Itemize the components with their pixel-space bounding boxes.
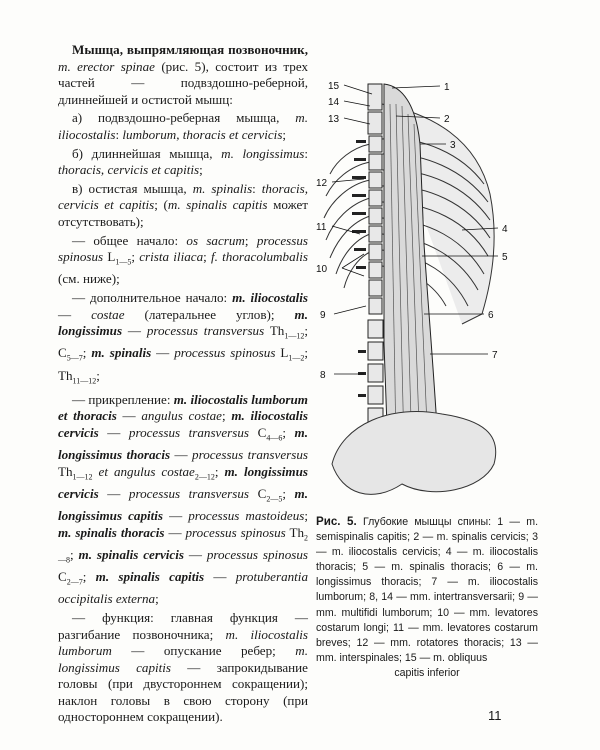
caption-title: Глубокие мышцы спины: [362,516,492,528]
fig-label-12: 12 [316,178,328,189]
page-number: 11 [488,708,502,723]
fig-label-10: 10 [316,264,328,275]
para-c: в) остистая мышца, m. spinalis: thoracis, cervicis et capitis; (m. spinalis capitis может отсутствовать); [58,180,309,229]
para-extra-origin: — дополнительное начало: m. iliocostalis — costae (латеральнее углов); m. longissimus — processus transversus $Th_{1—12}$; $C_{5—7}$; m. spinalis — processus spinosus $L_{1—2}$; $Th_{11—12}$; [58,289,309,386]
fig-label-14: 14 [328,97,340,108]
term-latin: m. erector spinae [58,58,155,74]
para-text: (рис. 5), состоит из трех частей — подвздошно-реберной, длиннейшей и остистой мышц: [58,58,309,107]
para-origin: — общее начало: os sacrum; processus spinosus $L_{1—5}$; crista iliaca; f. thoracolumbalis (см. ниже); [58,232,308,287]
fig-label-5: 5 [502,252,508,263]
fig-label-3: 3 [450,140,456,151]
vertebral-column [368,84,383,426]
para-b: б) длиннейшая мышца, m. longissimus: thoracis, cervicis et capitis; [58,145,308,178]
pelvis-outline [332,411,496,494]
fig-label-4: 4 [502,224,508,235]
para-a: а) подвздошно-реберная мышца, m. iliocostalis: lumborum, thoracis et cervicis; [58,110,308,142]
main-text-column [58,42,308,728]
caption-last-line: capitis inferior [394,666,460,679]
deep-back-muscles-illustration [312,44,544,510]
para-erector-spinae [58,42,308,108]
fig-label-8: 8 [320,370,326,381]
fig-label-6: 6 [488,310,494,321]
fig-label-11: 11 [316,222,327,233]
figure-caption [316,514,538,681]
para-function: — функция: главная функция — разгибание позвоночника; m. iliocostalis lumborum — опускание ребер; m. longissimus capitis — запрокидывание головы (при двустороннем сокращении); наклон головы в свою сторону (при одностороннем сокращении). [58,609,308,725]
fig-label-15: 15 [328,81,340,92]
term-title: Мышца, выпрямляющая позвоночник, [72,42,308,57]
fig-label-7: 7 [492,350,498,361]
para-attachment: — прикрепление: m. iliocostalis lumborum et thoracis — angulus costae; m. iliocostalis cervicis — processus transversus $C_{4—6}$; m. longissimus thoracis — processus transversus $Th_{1—12}$ et angulus costae$_{2—12}$; m. longissimus cervicis — processus transversus $C_{2—5}$; m. longissimus capitis — processus mastoideus; m. spinalis thoracis — processus spinosus $Th_{2—8}$; m. spinalis cervicis — processus spinosus $C_{2—7}$; m. spinalis capitis — protuberantia occipitalis externa; [58,391,309,607]
fig-label-1: 1 [444,82,450,93]
caption-body: 1 — m. semispinalis capitis; 2 — m. spinalis cervicis; 3 — m. iliocostalis cervicis; 4 — m. iliocostalis thoracis; 5 — m. spinalis thoracis; 6 — m. longissimus thoracis; 7 — m. iliocostalis lumborum; 8, 14 — mm. intertransversarii; 9 — mm. multifidi lumborum; 10 — mm. levatores costarum longi; 11 — mm. levatores costarum breves; 12 — mm. rotatores thoracis; 13 — mm. interspinales; 15 — m. obliquus [316,516,539,664]
fig-label-9: 9 [320,310,326,321]
caption-label: Рис. 5. [316,515,357,528]
fig-label-13: 13 [328,114,340,125]
rotatores-marks [352,140,366,397]
fig-label-2: 2 [444,114,450,125]
